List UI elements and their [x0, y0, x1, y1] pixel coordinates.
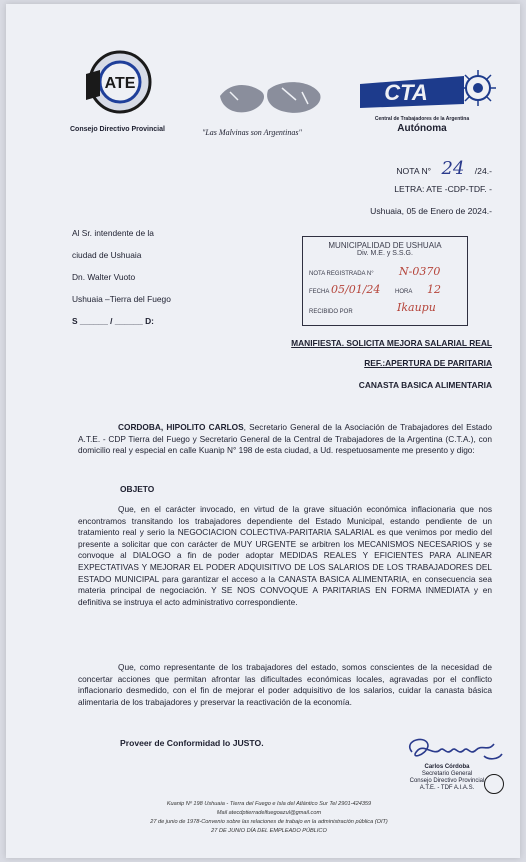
date-line: Ushuaia, 05 de Enero de 2024.- [370, 206, 492, 216]
addressee-block [72, 222, 272, 332]
footer-line-1: Kuanip Nº 198 Ushuaia - Tierra del Fuego e Isla del Atlántico Sur Tel 2901-424359 [166, 801, 372, 807]
addressee-line-3: Dn. Walter Vuoto [72, 272, 136, 282]
stamp-hora-label: HORA [395, 289, 413, 295]
stamp-recibido-value: Ikaupu [397, 301, 436, 314]
stamp-hora-value: 12 [427, 283, 441, 296]
cta-caption: Autónoma [397, 123, 447, 134]
addressee-line-4: Ushuaia –Tierra del Fuego [72, 294, 171, 304]
footer [106, 800, 432, 836]
cta-logo [354, 54, 498, 124]
nota-number: 24 [441, 158, 465, 179]
ref-line-1: MANIFIESTA. SOLICITA MEJORA SALARIAL REAL [291, 338, 492, 348]
nota-line [306, 158, 492, 179]
malvinas-caption: "Las Malvinas son Argentinas" [202, 128, 302, 137]
signature-name: Carlos Córdoba [424, 764, 470, 770]
paragraph-3: Que, como representante de los trabajadores del estado, somos conscientes de la necesidad de concertar acciones que permitan afrontar las dificultades económicas locales, agravadas por el conflicto inflacionario desmedido, con el fin de mejorar el poder adquisitivo de los salarios, cuidar la canasta básica alimentaria de los trabajadores y preservar la reactivación de la economía. [78, 662, 492, 707]
stamp-fecha-label: FECHA [309, 289, 330, 295]
stamp-title: MUNICIPALIDAD DE USHUAIA [328, 241, 442, 250]
stamp-subtitle: Div. M.E. y S.S.G. [357, 250, 413, 257]
objeto-heading: OBJETO [120, 484, 155, 494]
addressee-line-5: S ______ / ______ D: [72, 316, 154, 326]
ate-seal-icon [484, 774, 504, 794]
paragraph-2: Que, en el carácter invocado, en virtud de la grave situación económica inflacionaria que nos encontramos transitando los trabajadores dependiente del Estado Municipal, estando pendiente de un tratamiento real y serio la NEGOCIACION COLECTIVA-PARITARIA SALARIAL es que venimos por medio del presente a solicitar que con carácter de MUY URGENTE se arbitren los MECANISMOS NECESARIOS y se convoque al DIALOGO a fin de poder adoptar MEDIDAS REALES Y EFICIENTES PARA ALINEAR EXPECTATIVAS Y MEJORAR EL PODER ADQUISITIVO DE LOS SALARIOS DE LOS TRABAJADORES DEL ESTADO MUNICIPAL para garantizar el acceso a la CANASTA BASICA ALIMENTARIA, en consecuencia sea materia principal de negociación. Y SE NOS CONVOQUE A PARITARIAS EN FORMA INMEDIATA y en definitiva se instruya el acto administrativo correspondiente. [78, 504, 492, 607]
ate-caption: Consejo Directivo Provincial [70, 126, 165, 133]
ate-logo [76, 44, 166, 124]
signature-role-2: Consejo Directivo Provincial [409, 778, 485, 784]
stamp-nota-label: NOTA REGISTRADA N° [309, 271, 374, 277]
addressee-line-2: ciudad de Ushuaia [72, 250, 142, 260]
footer-line-3: 27 de junio de 1978-Convenio sobre las relaciones de trabajo en la administración pública (OIT) [150, 819, 388, 825]
letra-line: LETRA: ATE -CDP-TDF. - [394, 184, 492, 194]
signature-block [402, 764, 492, 792]
ref-line-3: CANASTA BASICA ALIMENTARIA [358, 380, 492, 390]
signature-role-3: A.T.E. - TDF A.I.A.S. [419, 785, 475, 791]
stamp-nota-value: N-0370 [399, 265, 441, 278]
stamp-recibido-label: RECIBIDO POR [309, 309, 353, 315]
svg-text:CTA: CTA [384, 80, 428, 105]
nota-year: /24.- [474, 166, 492, 176]
sender-name: CORDOBA, HIPOLITO CARLOS [118, 422, 244, 432]
signature-role-1: Secretario General [421, 771, 473, 777]
stamp-fecha-value: 05/01/24 [331, 283, 381, 296]
intro-paragraph [78, 422, 492, 457]
footer-line-4: 27 DE JUNIO DÍA DEL EMPLEADO PÚBLICO [211, 828, 327, 834]
svg-text:ATE: ATE [104, 75, 136, 92]
ref-line-2: REF.:APERTURA DE PARITARIA [364, 358, 492, 368]
footer-line-2: Mail atecdptierradelfuegoazul@gmail.com [216, 810, 322, 816]
closing-line: Proveer de Conformidad lo JUSTO. [120, 738, 264, 748]
malvinas-map-icon [212, 70, 328, 126]
document-page [6, 4, 520, 858]
reception-stamp [302, 236, 468, 326]
nota-label: NOTA N° [396, 166, 432, 176]
cta-small-caption: Central de Trabajadores de la Argentina [374, 116, 470, 122]
intro-text: , Secretario General de la Asociación de Trabajadores del Estado A.T.E. - CDP Tierra del Fuego y Secretario General de la Central de Trabajadores de la Argentina (C.T.A.), con domicilio real y especial en calle Kuanip N° 198 de esta ciudad, a Ud. respetuosamente me presento y digo: [78, 422, 493, 456]
addressee-line-1: Al Sr. intendente de la [72, 228, 154, 238]
